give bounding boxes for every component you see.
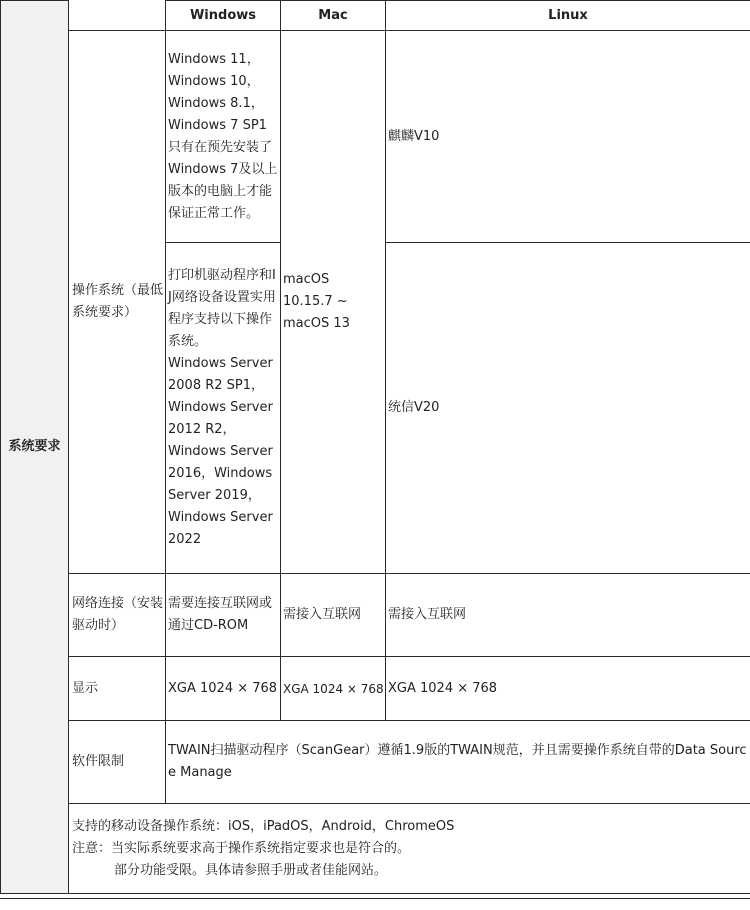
- display-mac: XGA 1024 × 768: [281, 657, 386, 721]
- mobile-os-note: 支持的移动设备操作系统：iOS，iPadOS，Android，ChromeOS: [72, 816, 747, 838]
- network-windows: 需要连接互联网或通过CD-ROM: [166, 574, 281, 657]
- software-value: TWAIN扫描驱动程序（ScanGear）遵循1.9版的TWAIN规范，并且需要操作系统自带的Data Source Manage: [166, 721, 750, 804]
- os-row-client: [1, 31, 750, 243]
- column-header-mac: Mac: [281, 1, 386, 31]
- network-mac: 需接入互联网: [281, 574, 386, 657]
- column-header-windows: Windows: [166, 1, 281, 31]
- notes-cell: [69, 804, 750, 894]
- notes-row: [1, 804, 750, 894]
- display-row: [1, 657, 750, 721]
- network-row: [1, 574, 750, 657]
- network-label: 网络连接（安装驱动时）: [69, 574, 166, 657]
- mac-os-versions: macOS 10.15.7 ~ macOS 13: [281, 31, 386, 574]
- section-title: 系统要求: [1, 1, 69, 894]
- windows-client-os: Windows 11， Windows 10， Windows 8.1， Windows 7 SP1 只有在预先安装了Windows 7及以上版本的电脑上才能保证正常工作。: [166, 31, 281, 243]
- display-label: 显示: [69, 657, 166, 721]
- network-linux: 需接入互联网: [386, 574, 750, 657]
- linux-kylin: 麒麟V10: [386, 31, 750, 243]
- windows-server-os: 打印机驱动程序和IJ网络设备设置实用程序支持以下操作系统。 Windows Server 2008 R2 SP1， Windows Server 2012 R2， Windows Server 2016，Windows Server 2019， Windows Server 2022: [166, 243, 281, 574]
- display-windows: XGA 1024 × 768: [166, 657, 281, 721]
- note-limited-features: 部分功能受限。具体请参照手册或者佳能网站。: [72, 860, 747, 882]
- note-requirement: 注意：当实际系统要求高于操作系统指定要求也是符合的。: [72, 838, 747, 860]
- display-linux: XGA 1024 × 768: [386, 657, 750, 721]
- header-blank-cell: [69, 1, 166, 31]
- os-requirements-label: 操作系统（最低系统要求）: [69, 31, 166, 574]
- software-label: 软件限制: [69, 721, 166, 804]
- software-row: [1, 721, 750, 804]
- header-row: [1, 1, 750, 31]
- linux-uos: 统信V20: [386, 243, 750, 574]
- column-header-linux: Linux: [386, 1, 750, 31]
- table-bottom-border: [0, 898, 750, 910]
